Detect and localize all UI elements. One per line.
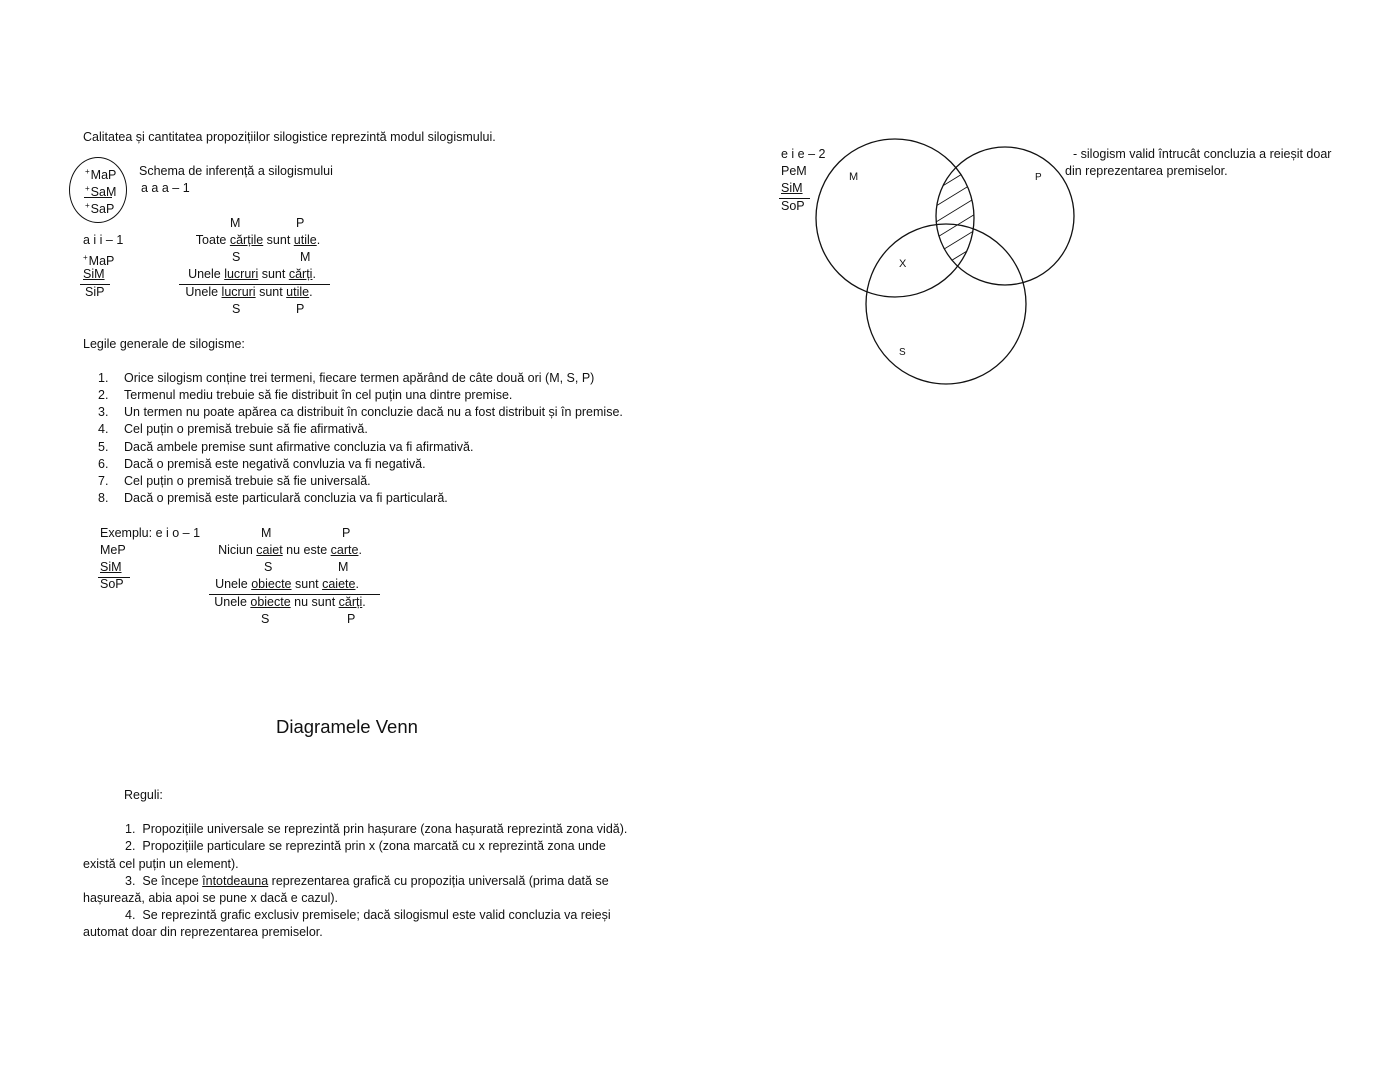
eio-label-s2: S: [261, 612, 270, 626]
venn-label-x: X: [899, 258, 907, 270]
law-item: 1. Orice silogism conține trei termeni, fiecare termen apărând de câte două ori (M, S, P): [98, 371, 595, 385]
eio-premise-1: MeP: [100, 543, 126, 557]
law-item: 4. Cel puțin o premisă trebuie să fie afirmativă.: [98, 422, 368, 436]
aii-label-m: M: [230, 216, 241, 230]
validity-note-2: din reprezentarea premiselor.: [1065, 164, 1228, 178]
eio-conclusion: SoP: [100, 577, 124, 591]
eio-label-m: M: [261, 526, 272, 540]
schema-mode: a a a – 1: [141, 181, 190, 195]
rule-4: 4. Se reprezintă grafic exclusiv premisele; dacă silogismul este valid concluzia va reieși: [125, 908, 611, 922]
eie-premise-2: SiM: [781, 181, 803, 195]
aii-label-p2: P: [296, 302, 305, 316]
eio-sentence-3: Unele obiecte nu sunt cărți.: [214, 595, 366, 609]
rule-4-cont: automat doar din reprezentarea premiselor.: [83, 925, 323, 939]
aii-premise-2: SiM: [83, 267, 105, 281]
eio-label-s: S: [264, 560, 273, 574]
rule-3-cont: hașurează, abia apoi se pune x dacă e cazul).: [83, 891, 339, 905]
eie-premise-1: PeM: [781, 164, 807, 178]
validity-note-1: - silogism valid întrucât concluzia a reieșit doar: [1073, 147, 1332, 161]
venn-label-p: P: [1035, 172, 1042, 183]
schema-conclusion: +SaP: [85, 201, 115, 216]
law-item: 2. Termenul mediu trebuie să fie distribuit în cel puțin una dintre premise.: [98, 388, 513, 402]
law-item: 5. Dacă ambele premise sunt afirmative concluzia va fi afirmativă.: [98, 440, 474, 454]
rule-3: 3. Se începe întotdeauna reprezentarea grafică cu propoziția universală (prima dată se: [125, 874, 609, 888]
rule-2: 2. Propozițiile particulare se reprezintă prin x (zona marcată cu x reprezintă zona unde: [125, 839, 606, 853]
venn-label-m: M: [849, 171, 859, 183]
eio-premise-2: SiM: [100, 560, 122, 574]
schema-caption: Schema de inferență a silogismului: [139, 164, 333, 178]
rules-title: Reguli:: [124, 788, 163, 802]
aii-sentence-2: Unele lucruri sunt cărți.: [188, 267, 316, 281]
aii-premise-1: +MaP: [83, 253, 115, 268]
eio-label-m2: M: [338, 560, 349, 574]
eio-label-p: P: [342, 526, 351, 540]
rule-2-cont: există cel puțin un element).: [83, 857, 239, 871]
laws-title: Legile generale de silogisme:: [83, 337, 245, 351]
aii-mode: a i i – 1: [83, 233, 124, 247]
intro-text: Calitatea și cantitatea propozițiilor silogistice reprezintă modul silogismului.: [83, 130, 496, 144]
venn-label-s: S: [899, 347, 906, 358]
law-item: 6. Dacă o premisă este negativă convluzia va fi negativă.: [98, 457, 426, 471]
law-item: 3. Un termen nu poate apărea ca distribuit în concluzie dacă nu a fost distribuit și în premise.: [98, 405, 623, 419]
law-item: 8. Dacă o premisă este particulară concluzia va fi particulară.: [98, 491, 448, 505]
eie-mode: e i e – 2: [781, 147, 826, 161]
rule-1: 1. Propozițiile universale se reprezintă prin hașurare (zona hașurată reprezintă zona vidă).: [125, 822, 628, 836]
eie-conclusion: SoP: [781, 199, 805, 213]
law-item: 7. Cel puțin o premisă trebuie să fie universală.: [98, 474, 371, 488]
aii-label-s: S: [232, 250, 241, 264]
aii-sentence-3: Unele lucruri sunt utile.: [185, 285, 313, 299]
eio-sentence-2: Unele obiecte sunt caiete.: [215, 577, 359, 591]
venn-heading: Diagramele Venn: [276, 716, 418, 737]
schema-premise-1: +MaP: [85, 167, 117, 182]
aii-label-s2: S: [232, 302, 241, 316]
aii-label-m2: M: [300, 250, 311, 264]
aii-sentence-1: Toate cărțile sunt utile.: [195, 233, 321, 247]
eio-mode: Exemplu: e i o – 1: [100, 526, 201, 540]
aii-conclusion: SiP: [85, 285, 105, 299]
aii-label-p: P: [296, 216, 305, 230]
eio-sentence-1: Niciun caiet nu este carte.: [218, 543, 362, 557]
eio-label-p2: P: [347, 612, 356, 626]
circle-m: [816, 139, 974, 297]
schema-premise-2: +SaM: [85, 184, 117, 199]
